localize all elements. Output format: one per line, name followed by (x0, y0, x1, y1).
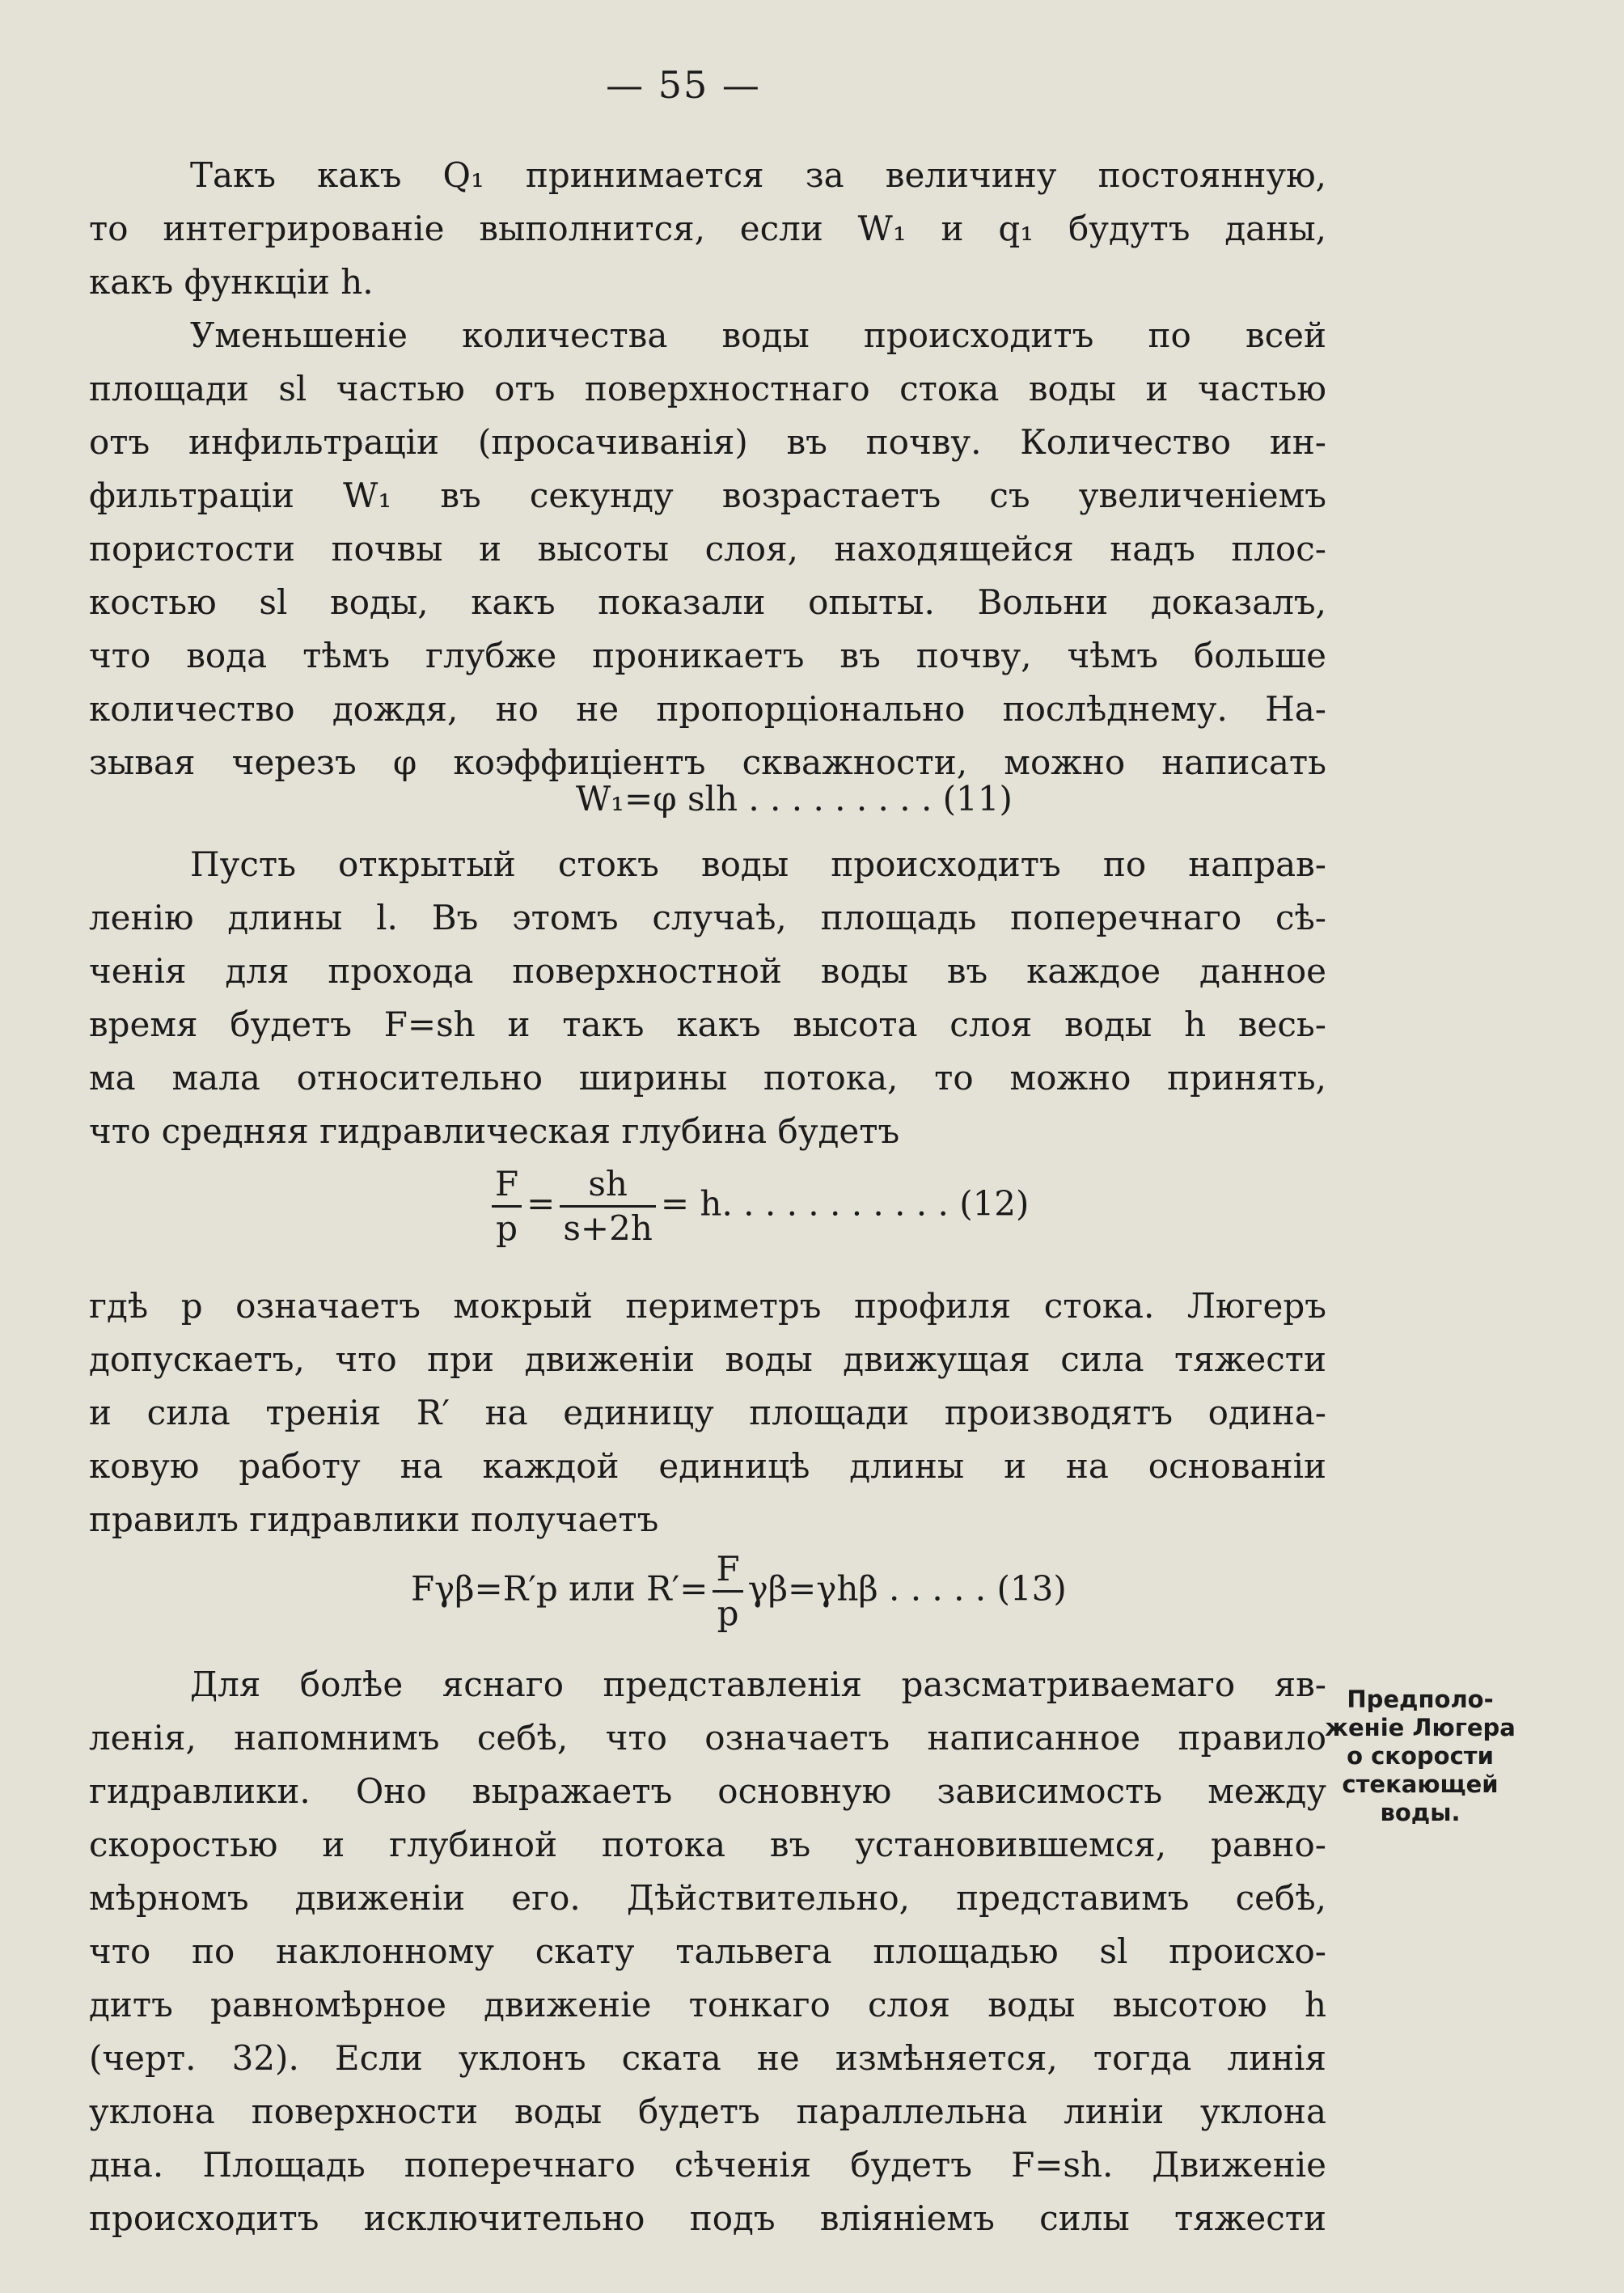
text-line: происходитъ исключительно подъ вліяніемъ силы тяжести (89, 2198, 1326, 2238)
paragraph-block-3 (89, 1280, 1326, 1546)
text-line: мѣрномъ движеніи его. Дѣйствительно, представимъ себѣ, (89, 1878, 1326, 1918)
formula-13 (411, 1548, 1067, 1635)
text-line: дна. Площадь поперечнаго сѣченія будетъ F=sh. Движеніе (89, 2145, 1326, 2185)
formula-12 (487, 1163, 1029, 1250)
formula-tail: = h. . . . . . . . . . . (12) (660, 1183, 1030, 1224)
paragraph-block-4 (89, 1658, 1326, 2245)
text-line: какъ функціи h. (89, 262, 374, 302)
page-number: — 55 — (606, 63, 761, 107)
text-line: площади sl частью отъ поверхностнаго стока воды и частью (89, 369, 1326, 408)
formula-tail: γβ=γhβ . . . . . (13) (747, 1568, 1067, 1609)
fraction-numerator: sh (560, 1163, 656, 1208)
text-line: гидравлики. Оно выражаетъ основную зависимость между (89, 1771, 1326, 1811)
text-line: ленія, напомнимъ себѣ, что означаетъ написанное правило (89, 1718, 1326, 1758)
text-line: (черт. 32). Если уклонъ ската не измѣняется, тогда линія (89, 2038, 1326, 2078)
fraction (560, 1163, 656, 1250)
paragraph-block-2 (89, 838, 1326, 1158)
formula-11: W₁=φ slh . . . . . . . . . (11) (576, 779, 1013, 819)
text-line: что по наклонному скату тальвега площадью sl происхо- (89, 1931, 1326, 1971)
text-line: костью sl воды, какъ показали опыты. Вольни доказалъ, (89, 582, 1326, 622)
text-line: уклона поверхности воды будетъ параллельна линіи уклона (89, 2092, 1326, 2131)
text-line: Уменьшеніе количества воды происходитъ по всей (190, 315, 1326, 355)
text-line: зывая черезъ φ коэффиціентъ скважности, можно написать (89, 742, 1326, 782)
text-line: Пусть открытый стокъ воды происходитъ по направ- (190, 844, 1326, 884)
text-line: гдѣ p означаетъ мокрый периметръ профиля стока. Люгеръ (89, 1286, 1326, 1326)
text-line: ченія для прохода поверхностной воды въ каждое данное (89, 951, 1326, 991)
text-line: допускаетъ, что при движеніи воды движущая сила тяжести (89, 1339, 1326, 1379)
text-line: дитъ равномѣрное движеніе тонкаго слоя воды высотою h (89, 1985, 1326, 2024)
marginal-note-line: о скорости (1347, 1742, 1494, 1770)
text-line: время будетъ F=sh и такъ какъ высота слоя воды h весь- (89, 1005, 1326, 1044)
paragraph-block-1 (89, 149, 1326, 789)
marginal-note-line: стекающей (1342, 1771, 1499, 1798)
text-line: пористости почвы и высоты слоя, находящейся надъ плос- (89, 529, 1326, 569)
fraction-denominator: p (496, 1208, 518, 1248)
text-line: количество дождя, но не пропорціонально послѣднему. На- (89, 689, 1326, 729)
fraction (713, 1548, 742, 1635)
text-line: что средняя гидравлическая глубина будетъ (89, 1111, 900, 1151)
fraction (492, 1163, 522, 1250)
marginal-note-line: Предполо- (1347, 1686, 1494, 1713)
fraction-denominator: p (717, 1593, 739, 1633)
text-line: ленію длины l. Въ этомъ случаѣ, площадь поперечнаго сѣ- (89, 898, 1326, 937)
text-line: правилъ гидравлики получаетъ (89, 1500, 659, 1539)
equals-sign: = (527, 1183, 556, 1224)
text-line: и сила тренія R′ на единицу площади производятъ одина- (89, 1393, 1326, 1432)
formula-head: Fγβ=R′p или R′= (411, 1568, 708, 1609)
text-line: то интегрированіе выполнится, если W₁ и q₁ будутъ даны, (89, 209, 1326, 248)
marginal-note (1323, 1686, 1517, 1827)
fraction-denominator: s+2h (563, 1208, 653, 1248)
text-line: Для болѣе яснаго представленія разсматриваемаго яв- (190, 1665, 1326, 1704)
text-line: Такъ какъ Q₁ принимается за величину постоянную, (190, 155, 1326, 195)
text-line: ма мала относительно ширины потока, то можно принять, (89, 1058, 1326, 1098)
text-line: ковую работу на каждой единицѣ длины и на основаніи (89, 1446, 1326, 1486)
marginal-note-line: воды. (1380, 1799, 1461, 1826)
marginal-note-line: женіе Люгера (1325, 1714, 1516, 1741)
text-line: фильтраціи W₁ въ секунду возрастаетъ съ увеличеніемъ (89, 476, 1326, 515)
text-line: что вода тѣмъ глубже проникаетъ въ почву, чѣмъ больше (89, 636, 1326, 675)
text-line: скоростью и глубиной потока въ установившемся, равно- (89, 1825, 1326, 1864)
fraction-numerator: F (492, 1163, 522, 1208)
fraction-numerator: F (713, 1548, 742, 1593)
text-line: отъ инфильтраціи (просачиванія) въ почву. Количество ин- (89, 422, 1326, 462)
